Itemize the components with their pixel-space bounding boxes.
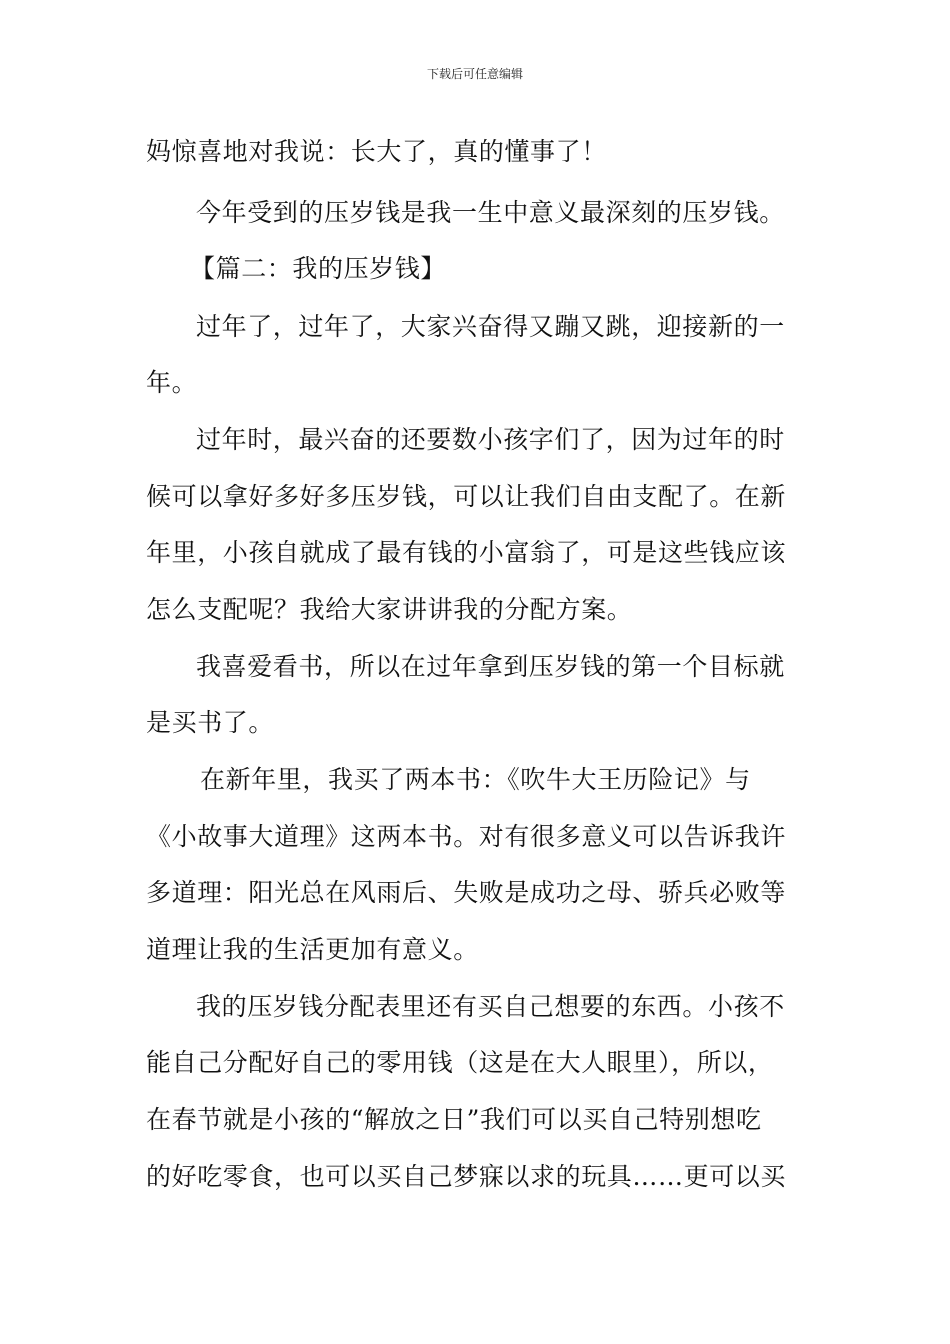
body-line: 年。 bbox=[146, 368, 198, 397]
body-line: 过年时，最兴奋的还要数小孩字们了，因为过年的时 bbox=[196, 425, 785, 454]
page-header: 下载后可任意编辑 bbox=[426, 67, 523, 81]
body-line: 妈惊喜地对我说：长大了，真的懂事了！ bbox=[146, 137, 607, 166]
body-line: 在新年里，我买了两本书：《吹牛大王历险记》与 bbox=[200, 765, 751, 794]
body-line: 年里，小孩自就成了最有钱的小富翁了，可是这些钱应该 bbox=[146, 538, 787, 567]
body-line: 多道理：阳光总在风雨后、失败是成功之母、骄兵必败等 bbox=[146, 878, 787, 907]
body-line: 今年受到的压岁钱是我一生中意义最深刻的压岁钱。 bbox=[196, 198, 785, 227]
body-line: 我喜爱看书，所以在过年拿到压岁钱的第一个目标就 bbox=[196, 652, 785, 681]
body-line: 过年了，过年了，大家兴奋得又蹦又跳，迎接新的一 bbox=[196, 312, 785, 341]
body-line: 道理让我的生活更加有意义。 bbox=[146, 935, 479, 964]
body-line: 的好吃零食，也可以买自己梦寐以求的玩具……更可以买 bbox=[146, 1162, 787, 1191]
body-line: 候可以拿好多好多压岁钱，可以让我们自由支配了。在新 bbox=[146, 482, 787, 511]
body-line: 能自己分配好自己的零用钱（这是在大人眼里），所以， bbox=[146, 1048, 774, 1077]
body-line: 怎么支配呢？我给大家讲讲我的分配方案。 bbox=[146, 595, 633, 624]
body-line: 在春节就是小孩的“解放之日”我们可以买自己特别想吃 bbox=[146, 1105, 762, 1134]
body-line: 我的压岁钱分配表里还有买自己想要的东西。小孩不 bbox=[196, 992, 785, 1021]
body-line: 《小故事大道理》这两本书。对有很多意义可以告诉我许 bbox=[146, 822, 787, 851]
section-heading: 【篇二：我的压岁钱】 bbox=[190, 254, 447, 283]
body-line: 是买书了。 bbox=[146, 708, 275, 737]
